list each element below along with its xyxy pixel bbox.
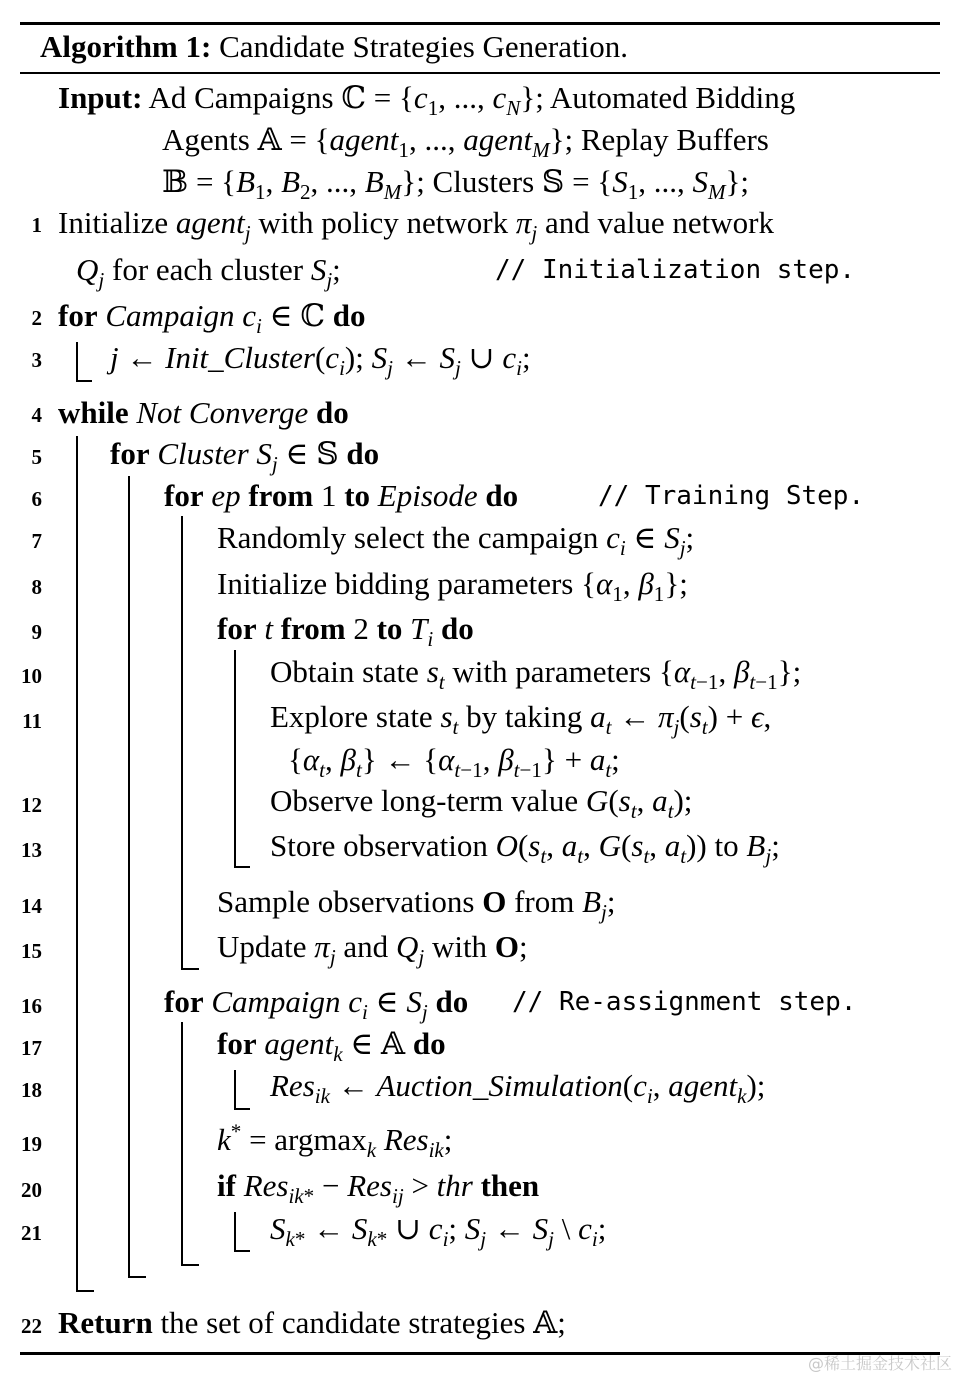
bottom-rule — [20, 1352, 940, 1355]
line-number: 12 — [21, 793, 42, 817]
line-number: 4 — [31, 403, 42, 427]
line-15: Update $\pi_j$ and $Q_j$ with O; — [217, 929, 528, 970]
block-line — [76, 436, 78, 1292]
line-number: 20 — [21, 1178, 42, 1202]
line-22: Return the set of candidate strategies 𝔸; — [58, 1305, 566, 1341]
line-13: Store observation $O(s_t$, $a_t$, $G(s_t$, $a_t$)) to $B_j$; — [270, 828, 780, 869]
block-line — [234, 1250, 250, 1252]
line-12: Observe long-term value $G(s_t$, $a_t$); — [270, 783, 693, 824]
input-line-1: Input: Ad Campaigns ℂ = {$c_1$, ..., $c_N$}; Automated Bidding — [58, 80, 796, 121]
line-2: for Campaign $c_i$ ∈ ℂ do — [58, 298, 366, 339]
line-number: 14 — [21, 894, 42, 918]
block-line — [234, 866, 250, 868]
top-rule — [20, 22, 940, 25]
comment-initialization: // Initialization step. — [495, 255, 856, 285]
line-21: $S_{k*}$ ← $S_{k*}$ ∪ $c_i$; $S_j$ ← $S_j$ \ $c_i$; — [270, 1211, 607, 1252]
watermark: @稀土掘金技术社区 — [807, 1354, 952, 1373]
line-number: 18 — [21, 1078, 42, 1102]
line-number: 10 — [21, 664, 42, 688]
block-line — [76, 342, 78, 382]
algorithm-caption — [40, 27, 628, 67]
line-17: for agent$_k$ ∈ 𝔸 do — [217, 1026, 446, 1067]
line-number: 11 — [22, 709, 42, 733]
block-line — [234, 1212, 236, 1252]
block-line — [181, 516, 183, 970]
line-14: Sample observations O from $B_j$; — [217, 884, 616, 925]
comment-reassignment: // Re-assignment step. — [512, 987, 857, 1017]
line-number: 13 — [21, 838, 42, 862]
input-line-3: 𝔹 = {$B_1$, $B_2$, ..., $B_M$}; Clusters 𝕊 = {$S_1$, ..., $S_M$}; — [162, 164, 750, 205]
block-line — [128, 1276, 146, 1278]
line-3: j ← $Init\_Cluster(c_i)$; $S_j$ ← $S_j$ ∪ $c_i$; — [110, 340, 531, 381]
block-line — [181, 1264, 199, 1266]
line-number: 9 — [31, 620, 42, 644]
line-7: Randomly select the campaign $c_i$ ∈ $S_j$; — [217, 520, 695, 561]
line-number: 2 — [31, 306, 42, 330]
line-number: 1 — [31, 213, 42, 237]
algorithm-title: Candidate Strategies Generation. — [219, 29, 628, 64]
block-line — [234, 650, 236, 868]
line-6: for ep from 1 to Episode do — [164, 478, 519, 513]
block-line — [234, 1070, 236, 1110]
line-number: 8 — [31, 575, 42, 599]
line-5: for Cluster $S_j$ ∈ 𝕊 do — [110, 436, 380, 477]
block-line — [234, 1108, 250, 1110]
comment-training: // Training Step. — [598, 481, 865, 511]
line-number: 15 — [21, 939, 42, 963]
line-1: Initialize agent$_j$ with policy network $\pi_j$ and value network — [58, 205, 774, 246]
block-line — [181, 1022, 183, 1266]
line-number: 22 — [21, 1314, 42, 1338]
line-number: 21 — [21, 1221, 42, 1245]
line-8: Initialize bidding parameters {$\alpha_1$, $\beta_1$}; — [217, 566, 688, 607]
line-number: 6 — [31, 487, 42, 511]
line-number: 16 — [21, 994, 42, 1018]
line-number: 7 — [31, 529, 42, 553]
line-18: Res$_{ik}$ ← $Auction\_Simulation(c_i$, agent$_k$); — [270, 1068, 766, 1109]
line-1-cont: $Q_j$ for each cluster $S_j$; — [76, 252, 341, 293]
line-11: Explore state $s_t$ by taking $a_t$ ← $\pi_j(s_t) + \epsilon$, — [270, 699, 772, 740]
block-line — [76, 1290, 94, 1292]
line-20: if Res$_{ik*}$ − Res$_{ij}$ > thr then — [217, 1168, 540, 1209]
line-10: Obtain state $s_t$ with parameters {$\alpha_{t-1}$, $\beta_{t-1}$}; — [270, 654, 802, 695]
input-line-2: Agents 𝔸 = {agent$_1$, ..., agent$_M$}; Replay Buffers — [162, 122, 769, 163]
line-19: k* = argmax$_k$ Res$_{ik}$; — [217, 1119, 453, 1163]
line-number: 17 — [21, 1036, 42, 1060]
caption-rule — [20, 72, 940, 74]
block-line — [76, 380, 92, 382]
line-number: 3 — [31, 348, 42, 372]
line-number: 19 — [21, 1132, 42, 1156]
line-16: for Campaign $c_i$ ∈ $S_j$ do — [164, 984, 469, 1025]
block-line — [181, 968, 199, 970]
line-number: 5 — [31, 445, 42, 469]
algorithm-label: Algorithm 1: — [40, 29, 212, 64]
line-4: while Not Converge do — [58, 395, 349, 430]
line-9: for t from 2 to $T_i$ do — [217, 611, 474, 652]
line-11-cont: {$\alpha_t$, $\beta_t$} ← {$\alpha_{t-1}$, $\beta_{t-1}\} + a_t$; — [288, 742, 620, 783]
block-line — [128, 476, 130, 1278]
